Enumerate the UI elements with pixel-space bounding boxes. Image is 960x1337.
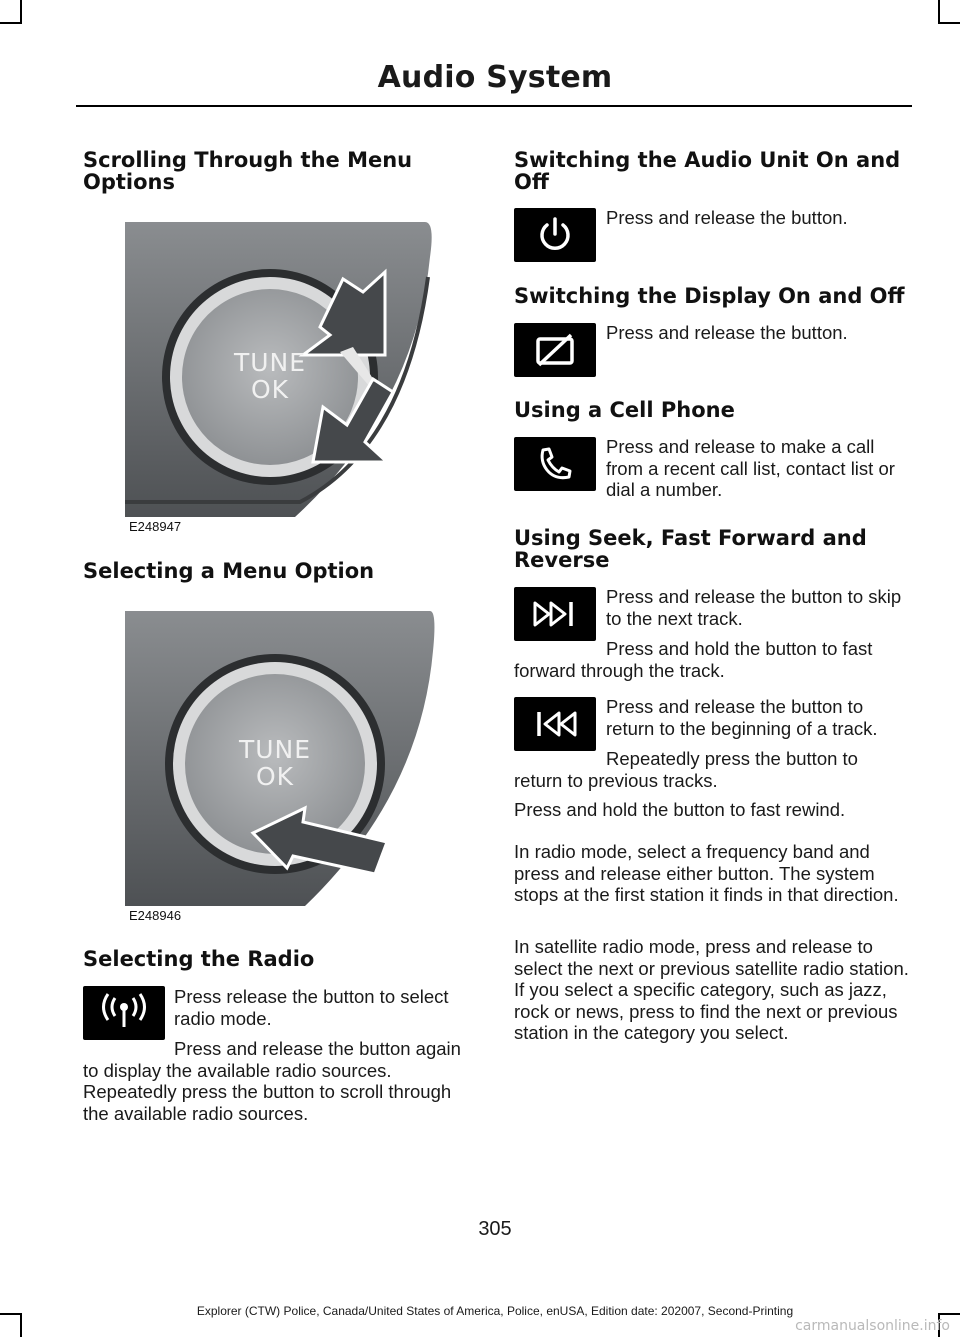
skip-forward-icon	[531, 599, 579, 629]
figure-code: E248947	[129, 519, 182, 534]
seek-back-button-image	[514, 697, 596, 751]
knob-label-line2: OK	[255, 762, 295, 791]
section-heading-select: Selecting a Menu Option	[83, 559, 375, 583]
seek-next-text-2: Press and hold the button to fast forward through the track.	[514, 638, 873, 681]
power-icon	[535, 215, 575, 255]
seek-paragraph-3: In satellite radio mode, press and release to select the next or previous satellite radio station. If you select a specific category, such as jazz, rock or news, press to find the next or previous station in the category you select.	[514, 936, 909, 1043]
display-off-icon	[533, 332, 577, 368]
section-heading-radio: Selecting the Radio	[83, 947, 315, 971]
left-column	[83, 0, 478, 1200]
crop-mark	[0, 22, 22, 24]
phone-text: Press and release to make a call from a recent call list, contact list or dial a number.	[606, 436, 895, 500]
power-button-image	[514, 208, 596, 262]
radio-button-image	[83, 986, 165, 1040]
seek-prev-text-2: Repeatedly press the button to return to previous tracks.	[514, 748, 858, 791]
page-number: 305	[478, 1218, 512, 1240]
display-text: Press and release the button.	[606, 322, 848, 343]
power-text: Press and release the button.	[606, 207, 848, 228]
radio-text-2: Press and release the button again to display the available radio sources. Repeatedly press the button to scroll through the available radio sources.	[83, 1038, 461, 1124]
section-heading-scroll: Scrolling Through the Menu Options	[83, 148, 413, 194]
radio-text-1: Press release the button to select radio mode.	[174, 986, 449, 1029]
knob-label	[215, 349, 325, 403]
knob-label-line1: TUNE	[238, 735, 312, 764]
figure-select-knob	[125, 606, 475, 931]
seek-paragraph-1: Press and hold the button to fast rewind.	[514, 799, 846, 820]
crop-mark	[938, 22, 960, 24]
seek-forward-button-image	[514, 587, 596, 641]
seek-next-text-1: Press and release the button to skip to the next track.	[606, 586, 902, 629]
skip-back-icon	[531, 709, 579, 739]
section-heading-power: Switching the Audio Unit On and Off	[514, 148, 901, 194]
page-footer: Explorer (CTW) Police, Canada/United States of America, Police, enUSA, Edition date: 202007, Second-Printing	[196, 1304, 794, 1318]
watermark: carmanualsonline.info	[795, 1318, 950, 1334]
figure-code: E248946	[129, 908, 182, 923]
knob-label-line2: OK	[250, 375, 290, 404]
section-heading-phone: Using a Cell Phone	[514, 398, 735, 422]
crop-mark	[20, 0, 22, 24]
figure-scroll-knob	[125, 217, 475, 542]
phone-button-image	[514, 437, 596, 491]
knob-label	[220, 736, 330, 790]
phone-icon	[535, 444, 575, 484]
section-heading-seek: Using Seek, Fast Forward and Reverse	[514, 526, 867, 572]
crop-mark	[938, 0, 940, 24]
section-heading-display: Switching the Display On and Off	[514, 284, 905, 308]
seek-paragraph-2: In radio mode, select a frequency band and press and release either button. The system stops at the first station it finds in that direction.	[514, 841, 899, 905]
right-column	[514, 0, 910, 1200]
radio-signal-icon	[99, 993, 149, 1033]
page-title: Audio System	[377, 60, 613, 95]
knob-label-line1: TUNE	[233, 348, 307, 377]
seek-prev-text-1: Press and release the button to return to the beginning of a track.	[606, 696, 878, 739]
display-button-image	[514, 323, 596, 377]
